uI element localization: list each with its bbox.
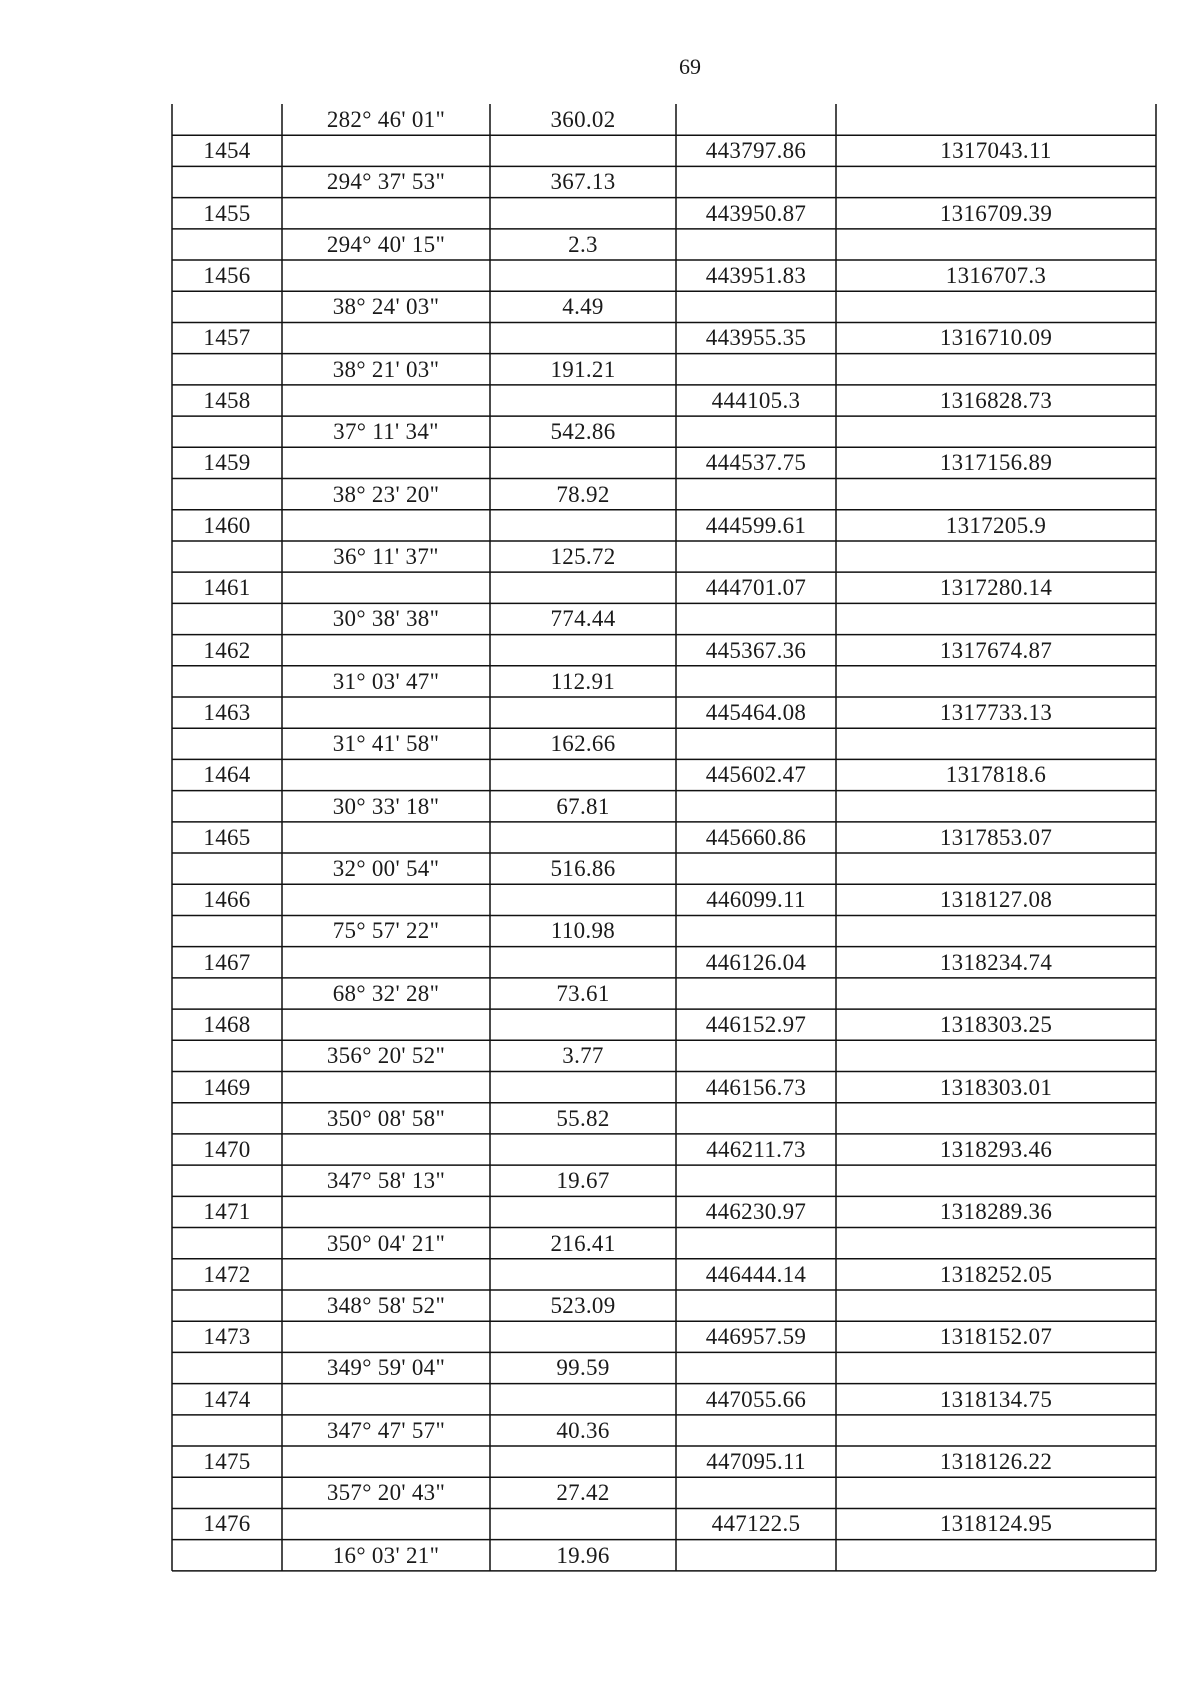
bearing-cell: 32° 00' 54"	[332, 856, 440, 882]
point-id-cell: 1474	[203, 1386, 251, 1412]
point-id-cell: 1473	[203, 1324, 251, 1350]
bearing-cell: 68° 32' 28"	[332, 980, 440, 1006]
distance-cell: 3.77	[562, 1043, 604, 1069]
bearing-cell: 38° 21' 03"	[332, 356, 440, 382]
y-coordinate-cell: 1318124.95	[939, 1511, 1053, 1537]
x-coordinate-cell: 445464.08	[705, 699, 807, 725]
bearing-cell: 294° 37' 53"	[326, 169, 446, 195]
point-id-cell: 1471	[203, 1199, 251, 1225]
distance-cell: 110.98	[550, 918, 616, 944]
point-id-cell: 1475	[203, 1449, 251, 1475]
point-id-cell: 1469	[203, 1074, 251, 1100]
point-id-cell: 1470	[203, 1136, 251, 1162]
y-coordinate-cell: 1317733.13	[939, 699, 1053, 725]
point-id-cell: 1467	[203, 949, 251, 975]
x-coordinate-cell: 445367.36	[705, 637, 807, 663]
point-id-cell: 1458	[203, 387, 251, 413]
point-id-cell: 1463	[203, 699, 251, 725]
distance-cell: 112.91	[550, 668, 616, 694]
x-coordinate-cell: 446211.73	[706, 1136, 806, 1162]
bearing-cell: 30° 33' 18"	[332, 793, 440, 819]
x-coordinate-cell: 443797.86	[705, 138, 807, 164]
bearing-cell: 30° 38' 38"	[332, 606, 440, 632]
y-coordinate-cell: 1316707.3	[945, 263, 1047, 289]
point-id-cell: 1455	[203, 200, 251, 226]
distance-cell: 78.92	[556, 481, 610, 507]
bearing-cell: 75° 57' 22"	[332, 918, 440, 944]
y-coordinate-cell: 1318303.25	[939, 1012, 1053, 1038]
bearing-cell: 16° 03' 21"	[332, 1542, 440, 1568]
point-id-cell: 1457	[203, 325, 251, 351]
y-coordinate-cell: 1317280.14	[939, 575, 1053, 601]
bearing-cell: 37° 11' 34"	[333, 419, 439, 445]
distance-cell: 19.67	[556, 1168, 610, 1194]
x-coordinate-cell: 444537.75	[705, 450, 807, 476]
y-coordinate-cell: 1318252.05	[939, 1261, 1053, 1287]
bearing-cell: 350° 08' 58"	[326, 1105, 446, 1131]
y-coordinate-cell: 1318303.01	[939, 1074, 1053, 1100]
distance-cell: 40.36	[556, 1417, 610, 1443]
bearing-cell: 347° 47' 57"	[326, 1417, 446, 1443]
y-coordinate-cell: 1318293.46	[939, 1136, 1053, 1162]
coordinate-table	[172, 104, 1156, 1602]
y-coordinate-cell: 1317156.89	[939, 450, 1053, 476]
x-coordinate-cell: 444105.3	[711, 387, 801, 413]
point-id-cell: 1462	[203, 637, 251, 663]
distance-cell: 27.42	[556, 1480, 610, 1506]
y-coordinate-cell: 1316709.39	[939, 200, 1053, 226]
bearing-cell: 38° 24' 03"	[332, 294, 440, 320]
x-coordinate-cell: 447055.66	[705, 1386, 807, 1412]
bearing-cell: 357° 20' 43"	[326, 1480, 446, 1506]
y-coordinate-cell: 1317205.9	[945, 512, 1047, 538]
y-coordinate-cell: 1317853.07	[939, 824, 1053, 850]
distance-cell: 523.09	[550, 1292, 616, 1318]
bearing-cell: 282° 46' 01"	[326, 107, 446, 132]
distance-cell: 2.3	[568, 231, 598, 257]
x-coordinate-cell: 447095.11	[706, 1449, 806, 1475]
x-coordinate-cell: 444599.61	[705, 512, 807, 538]
x-coordinate-cell: 446957.59	[705, 1324, 807, 1350]
bearing-cell: 350° 04' 21"	[326, 1230, 446, 1256]
x-coordinate-cell: 447122.5	[711, 1511, 801, 1537]
x-coordinate-cell: 444701.07	[705, 575, 807, 601]
point-id-cell: 1466	[203, 887, 251, 913]
y-coordinate-cell: 1317674.87	[939, 637, 1053, 663]
distance-cell: 73.61	[556, 980, 610, 1006]
y-coordinate-cell: 1317043.11	[940, 138, 1052, 164]
y-coordinate-cell: 1318289.36	[939, 1199, 1053, 1225]
distance-cell: 367.13	[550, 169, 616, 195]
distance-cell: 774.44	[550, 606, 616, 632]
distance-cell: 4.49	[562, 294, 604, 320]
x-coordinate-cell: 446444.14	[705, 1261, 807, 1287]
distance-cell: 360.02	[550, 107, 616, 132]
bearing-cell: 356° 20' 52"	[326, 1043, 446, 1069]
x-coordinate-cell: 446126.04	[705, 949, 807, 975]
distance-cell: 516.86	[550, 856, 616, 882]
point-id-cell: 1476	[203, 1511, 251, 1537]
bearing-cell: 31° 03' 47"	[332, 668, 440, 694]
distance-cell: 99.59	[556, 1355, 610, 1381]
y-coordinate-cell: 1318152.07	[939, 1324, 1053, 1350]
y-coordinate-cell: 1317818.6	[945, 762, 1047, 788]
point-id-cell: 1464	[203, 762, 251, 788]
x-coordinate-cell: 443955.35	[705, 325, 807, 351]
bearing-cell: 349° 59' 04"	[326, 1355, 446, 1381]
point-id-cell: 1468	[203, 1012, 251, 1038]
bearing-cell: 31° 41' 58"	[332, 731, 440, 757]
y-coordinate-cell: 1318126.22	[939, 1449, 1053, 1475]
y-coordinate-cell: 1318234.74	[939, 949, 1053, 975]
distance-cell: 191.21	[550, 356, 616, 382]
x-coordinate-cell: 446230.97	[705, 1199, 807, 1225]
point-id-cell: 1454	[203, 138, 251, 164]
distance-cell: 55.82	[556, 1105, 610, 1131]
x-coordinate-cell: 443951.83	[705, 263, 807, 289]
distance-cell: 125.72	[550, 543, 616, 569]
distance-cell: 162.66	[550, 731, 616, 757]
x-coordinate-cell: 445660.86	[705, 824, 807, 850]
distance-cell: 216.41	[550, 1230, 616, 1256]
y-coordinate-cell: 1318127.08	[939, 887, 1053, 913]
y-coordinate-cell: 1318134.75	[939, 1386, 1053, 1412]
bearing-cell: 38° 23' 20"	[332, 481, 440, 507]
y-coordinate-cell: 1316828.73	[939, 387, 1053, 413]
distance-cell: 542.86	[550, 419, 616, 445]
distance-cell: 19.96	[556, 1542, 610, 1568]
point-id-cell: 1459	[203, 450, 251, 476]
distance-cell: 67.81	[556, 793, 610, 819]
point-id-cell: 1465	[203, 824, 251, 850]
x-coordinate-cell: 446152.97	[705, 1012, 807, 1038]
x-coordinate-cell: 446099.11	[706, 887, 806, 913]
point-id-cell: 1461	[203, 575, 251, 601]
y-coordinate-cell: 1316710.09	[939, 325, 1053, 351]
page-number: 69	[679, 54, 701, 79]
bearing-cell: 347° 58' 13"	[326, 1168, 446, 1194]
bearing-cell: 348° 58' 52"	[326, 1292, 446, 1318]
x-coordinate-cell: 443950.87	[705, 200, 807, 226]
bearing-cell: 294° 40' 15"	[326, 231, 446, 257]
point-id-cell: 1460	[203, 512, 251, 538]
x-coordinate-cell: 445602.47	[705, 762, 807, 788]
point-id-cell: 1456	[203, 263, 251, 289]
bearing-cell: 36° 11' 37"	[333, 543, 439, 569]
point-id-cell: 1472	[203, 1261, 251, 1287]
x-coordinate-cell: 446156.73	[705, 1074, 807, 1100]
